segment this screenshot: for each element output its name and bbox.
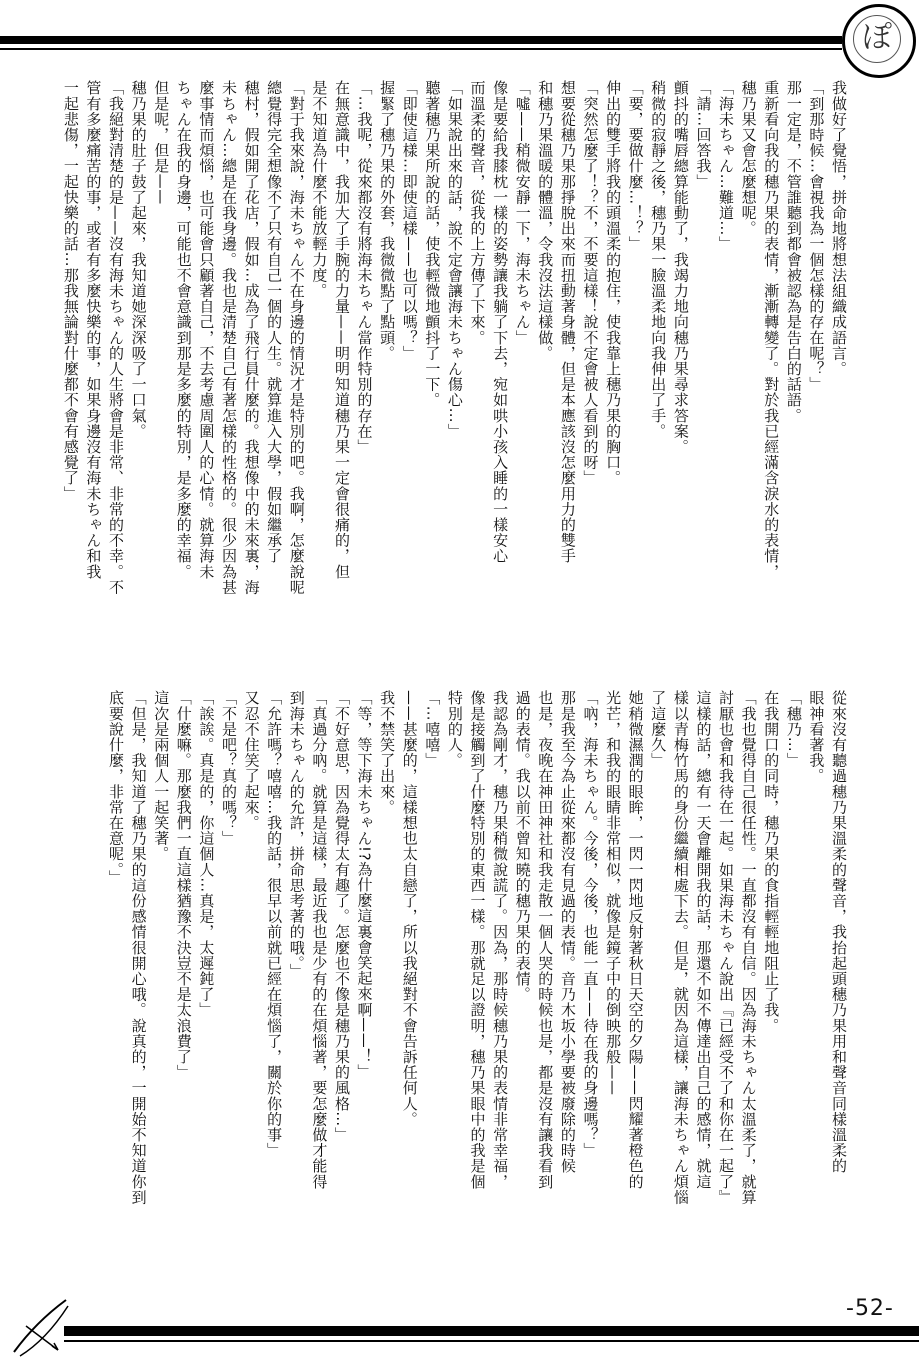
lower-text-line: 也是，夜晚在神田神社和我走散一個人哭的時候也是，都是沒有讓我看到 — [536, 690, 555, 1190]
upper-text-line: 總覺得完全想像不了只有自己一個的人生。就算進入大學，假如繼承了 — [265, 80, 284, 564]
lower-text-line: 我不禁笑了出來。 — [378, 690, 397, 815]
lower-text-line: 光芒，和我的眼睛非常相似，就像是鏡子中的倒映那般—— — [604, 690, 623, 1096]
lower-text-line: 了這麼久」 — [649, 690, 668, 768]
lower-text-line: 「等，等下海未ちゃん!?為什麼這裏會笑起來啊——！」 — [355, 690, 374, 1080]
lower-text-line: 「穗乃…」 — [784, 690, 803, 768]
footer-band — [64, 1326, 919, 1336]
lower-text-line: 從來沒有聽過穗乃果溫柔的聲音，我抬起頭穗乃果用和聲音同樣溫柔的 — [830, 690, 848, 1174]
lower-text-line: 到海未ちゃん的允許，拼命思考著的哦。」 — [287, 690, 306, 979]
upper-text-line: 伸出的雙手將我的頭溫柔的抱住，使我靠上穗乃果的胸口。 — [604, 80, 623, 486]
lower-text-line: 眼神看著我。 — [807, 690, 826, 784]
lower-text-line: 「吶，海未ちゃん。今後，今後，也能一直——待在我的身邊嗎？」 — [581, 690, 600, 1158]
upper-text-line: 「對于我來說，海未ちゃん不在身邊的情況才是特別的吧。我啊，怎麼說呢 — [287, 80, 306, 595]
upper-text-line: ちゃん在我的身邊，可能也不會意識到那是多麼的特別，是多麼的幸福。 — [174, 80, 193, 580]
lower-text-line: 特別的人。 — [445, 690, 464, 768]
header-band — [0, 36, 842, 44]
upper-text-line: 那一定是，不管誰聽到都會被認為是告白的話語。 — [784, 80, 803, 424]
upper-text-line: 「…我呢，從來都沒有將海未ちゃん當作特別的存在」 — [355, 80, 374, 455]
lower-text-line: 「誒誒。真是的，你這個人…真是，太遲鈍了」 — [197, 690, 216, 1018]
emblem-glyph: ぽ — [853, 15, 901, 63]
lower-text-line: 「…嘻嘻」 — [423, 690, 442, 768]
lower-text-line: 討厭也會和我待在一起。如果海未ちゃん說出『已經受不了和你在一起了』 — [717, 690, 736, 1205]
upper-text-line: 「要，要做什麼…！？」 — [626, 80, 645, 252]
lower-text-line: 「真過分吶。就算是這樣，最近我也是少有的在煩惱著，要怎麼做才能得 — [310, 690, 329, 1190]
lower-text-line: 「我也覺得自己很任性。一直都沒有自信。因為海未ちゃん太溫柔了，就算 — [739, 690, 758, 1205]
lower-text-line: 在我開口的同時，穗乃果的食指輕輕地阻止了我。 — [762, 690, 781, 1034]
upper-text-line: 而溫柔的聲音，從我的上方傳了下來。 — [468, 80, 487, 346]
upper-text-line: 「突然怎麼了！？不，不要這樣！說不定會被人看到的呀」 — [581, 80, 600, 486]
lower-text-line: 她稍微濕潤的眼眸，一閃一閃地反射著秋日天空的夕陽——閃耀著橙色的 — [626, 690, 645, 1190]
lower-text-line: 樣以青梅竹馬的身份繼續相處下去。但是，就因為這樣，讓海未ちゃん煩惱 — [671, 690, 690, 1205]
upper-text-line: 「如果說出來的話，說不定會讓海未ちゃん傷心…」 — [445, 80, 464, 439]
upper-text-line: 在無意識中，我加大了手腕的力量——明明知道穗乃果一定會很痛的，但 — [332, 80, 351, 580]
upper-text-line: 穗乃果的肚子鼓了起來，我知道她深深吸了一口氣。 — [129, 80, 148, 439]
lower-text-line: 「不是吧？真的嗎？」 — [219, 690, 238, 846]
lower-text-line: ——甚麼的，這樣想也太自戀了，所以我絕對不會告訴任何人。 — [400, 690, 419, 1127]
upper-text-line: 稍微的寂靜之後，穗乃果一臉溫柔地向我伸出了手。 — [649, 80, 668, 439]
upper-text-block — [60, 80, 850, 640]
lower-text-line: 又忍不住笑了起來。 — [242, 690, 261, 831]
upper-text-line: 聽著穗乃果所說的話，使我輕微地顫抖了一下。 — [423, 80, 442, 408]
upper-text-line: 未ちゃん…總是在我身邊。我也是清楚自己有著怎樣的性格的。很少因為甚 — [219, 80, 238, 595]
upper-text-line: 像是要給我膝枕一樣的姿勢讓我躺了下去，宛如哄小孩入睡的一樣安心 — [491, 80, 510, 564]
upper-text-line: 「噓——稍微安靜一下，海未ちゃん」 — [513, 80, 532, 346]
upper-text-line: 穗乃果又會怎麼想呢。 — [739, 80, 758, 236]
upper-text-line: 和穗乃果溫暖的體溫，令我沒法這樣做。 — [536, 80, 555, 361]
page-number: -52- — [846, 1296, 894, 1321]
upper-text-line: 穗村，假如開了花店，假如…成為了飛行員什麼的。我想像中的未來裏，海 — [242, 80, 261, 595]
lower-text-block — [60, 690, 850, 1250]
upper-text-line: 但是呢，但是—— — [152, 80, 171, 205]
header-emblem — [842, 4, 916, 78]
upper-text-line: 「我絕對清楚的是——沒有海未ちゃん的人生將會是非常、非常的不幸。不 — [107, 80, 125, 595]
lower-text-line: 「什麼嘛。那麼我們一直這樣猶豫不決豈不是太浪費了」 — [174, 690, 193, 1080]
lower-text-line: 像是接觸到了什麼特別的東西一樣。那就足以證明，穗乃果眼中的我是個 — [468, 690, 487, 1190]
upper-text-line: 我做好了覺悟，拼命地將想法組織成語言。 — [830, 80, 848, 377]
upper-text-line: 管有多麼痛苦的事，或者有多麼快樂的事，如果身邊沒有海未ちゃん和我 — [84, 80, 103, 580]
lower-text-line: 那是我至今為止從來都沒有見過的表情。音乃木坂小學要被廢除的時候 — [558, 690, 577, 1174]
upper-text-line: 「海未ちゃん…難道…」 — [717, 80, 736, 252]
upper-text-line: 顫抖的嘴唇總算能動了，我竭力地向穗乃果尋求答案。 — [671, 80, 690, 455]
upper-text-line: 重新看向我的穗乃果的表情，漸漸轉變了。對於我已經滿含淚水的表情， — [762, 80, 781, 580]
lower-text-line: 我認為剛才，穗乃果稍微說謊了。因為，那時候穗乃果的表情非常幸福， — [491, 690, 510, 1190]
upper-text-line: 「即使這樣…即使這樣——也可以嗎？」 — [400, 80, 419, 361]
upper-text-line: 麼事情而煩惱，也可能會只顧著自己，不去考慮周圍人的心情。就算海未 — [197, 80, 216, 580]
lower-text-line: 這次是兩個人一起笑著。 — [152, 690, 171, 862]
header-rule — [0, 48, 842, 50]
lower-text-line: 底要說什麼，非常在意呢。」 — [107, 690, 125, 886]
footer-rule — [64, 1340, 919, 1342]
lower-text-line: 「允許嗎？嘻嘻…我的話，很早以前就已經在煩惱了，關於你的事」 — [265, 690, 284, 1158]
upper-text-line: 一起悲傷，一起快樂的話…那我無論對什麼都不會有感覺了」 — [61, 80, 80, 502]
lower-text-line: 「但是，我知道了穗乃果的這份感情很開心哦。說真的，一開始不知道你到 — [129, 690, 148, 1205]
upper-text-line: 握緊了穗乃果的外套，我微微點了點頭。 — [378, 80, 397, 361]
upper-text-line: 「到那時候…會視我為一個怎樣的存在呢？」 — [807, 80, 826, 392]
lower-text-line: 「不好意思，因為覺得太有趣了。怎麼也不像是穗乃果的風格…」 — [332, 690, 351, 1143]
upper-text-line: 是不知道為什麼不能放輕力度。 — [310, 80, 329, 299]
lower-text-line: 過的表情。我以前不曾知曉的穗乃果的表情。 — [513, 690, 532, 1002]
upper-text-line: 「請…回答我」 — [694, 80, 713, 190]
upper-text-line: 想要從穗乃果那掙脫出來而扭動著身體，但是本應該沒怎麼用力的雙手 — [558, 80, 577, 564]
lower-text-line: 這樣的話，總有一天會離開我的話，那還不如不傳達出自己的感情，就這 — [694, 690, 713, 1190]
